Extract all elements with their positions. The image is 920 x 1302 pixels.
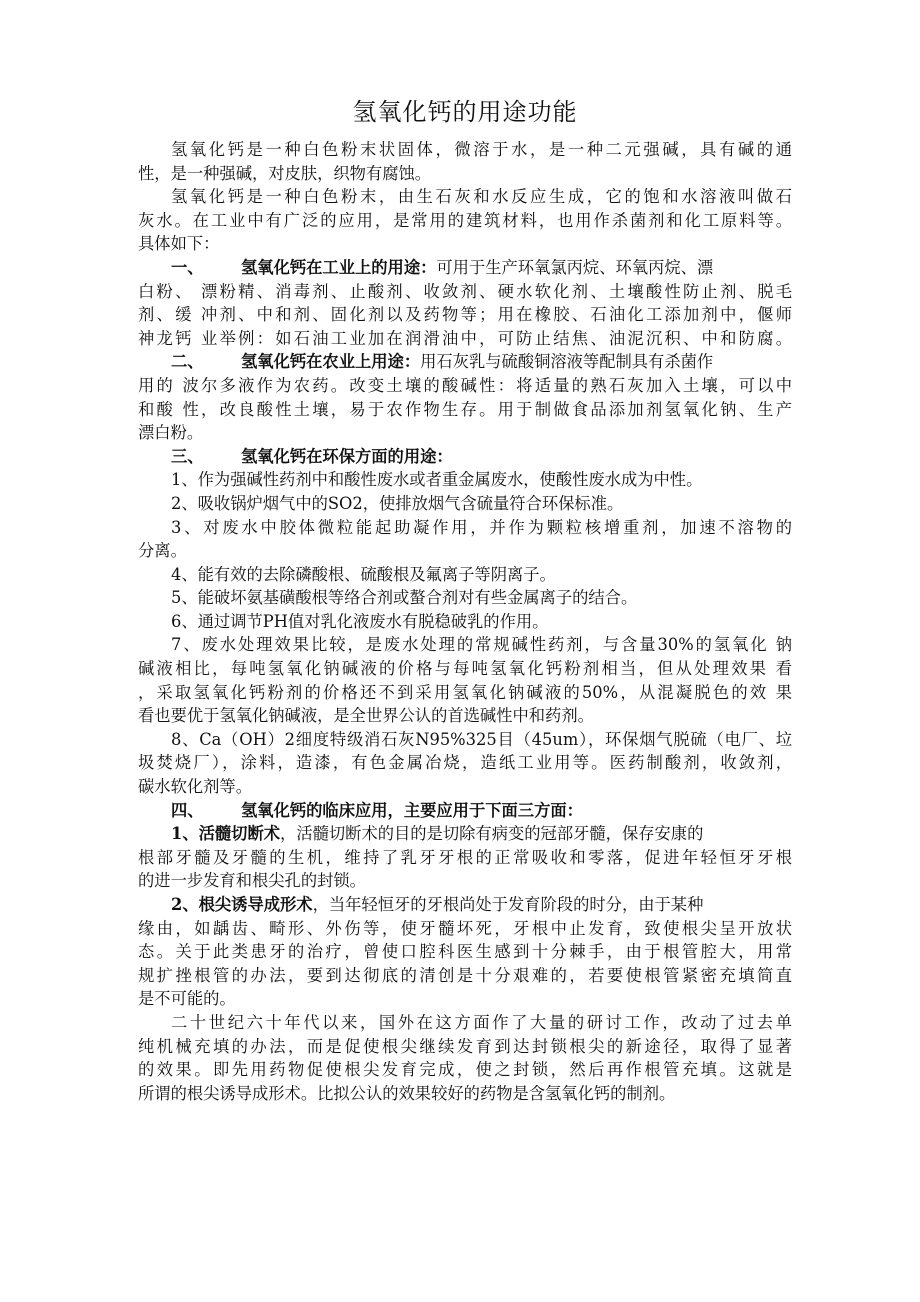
list-item: 8、Ca（OH）2细度特级消石灰N95%325目（45um），环保烟气脱硫（电厂、垃 (171, 729, 792, 749)
text-line: 氢氧化钙是一种白色粉末，由生石灰和水反应生成，它的饱和水溶液叫做石 (171, 187, 792, 207)
section-heading: 氢氧化钙在工业上的用途： (241, 257, 437, 277)
section-heading: 氢氧化钙在农业上用途： (241, 352, 421, 372)
text-line: 根部牙髓及牙髓的生机，维持了乳牙牙根的正常吸收和零落，促进年轻恒牙牙根 (138, 847, 792, 867)
list-item: 1、作为强碱性药剂中和酸性废水或者重金属废水，使酸性废水成为中性。 (171, 470, 703, 490)
text-line: 剂、缓 冲剂、中和剂、固化剂以及药物等；用在橡胶、石油化工添加剂中，偃师 (138, 305, 792, 325)
text-line: 性，是一种强碱，对皮肤，织物有腐蚀。 (138, 163, 432, 183)
list-item: 7、废水处理效果比较，是废水处理的常规碱性药剂，与含量30%的氢氧化 钠 (171, 635, 792, 655)
text-line: 碱液相比，每吨氢氧化钠碱液的价格与每吨氢氧化钙粉剂相当，但从处理效果 看 (138, 659, 792, 679)
text-line: 态。关于此类患牙的治疗，曾使口腔科医生感到十分棘手，由于根管腔大，用常 (138, 942, 792, 962)
list-item: 4、能有效的去除磷酸根、硫酸根及氟离子等阴离子。 (171, 564, 556, 584)
text-span: ，活髓切断术的目的是切除有病变的冠部牙髓，保存安康的 (280, 824, 704, 844)
text-line: 具体如下： (138, 234, 220, 254)
text-span: 用石灰乳与硫酸铜溶液等配制具有杀菌作 (420, 352, 714, 372)
text-line: 分离。 (138, 541, 187, 561)
text-line: 白粉、 漂粉精、消毒剂、止酸剂、收敛剂、硬水软化剂、土壤酸性防止剂、脱毛 (138, 281, 792, 301)
text-line: 所谓的根尖诱导成形术。比拟公认的效果较好的药物是含氢氧化钙的制剂。 (138, 1083, 676, 1103)
section-heading: 氢氧化钙的临床应用，主要应用于下面三方面： (241, 800, 583, 820)
section-agriculture (138, 350, 792, 444)
list-item: 6、通过调节PH值对乳化液废水有脱稳破乳的作用。 (171, 611, 549, 631)
section-heading: 氢氧化钙在环保方面的用途： (241, 446, 453, 466)
text-line: 漂白粉。 (138, 423, 204, 443)
text-line: 神龙钙 业举例：如石油工业加在润滑油中，可防止结焦、油泥沉积、中和防腐。 (138, 328, 792, 348)
list-item: 5、能破坏氨基磺酸根等络合剂或螯合剂对有些金属离子的结合。 (171, 588, 638, 608)
text-line: 圾焚烧厂），涂料，造漆，有色金属冶烧，造纸工业用等。医药制酸剂，收敛剂， (138, 753, 792, 773)
text-span: ，当年轻恒牙的牙根尚处于发育阶段的时分，由于某种 (312, 895, 704, 914)
text-line: 缘由，如龋齿、畸形、外伤等，使牙髓坏死，牙根中止发育，致使根尖呈开放状 (138, 918, 792, 938)
text-line: 和酸 性，改良酸性土壤，易于农作物生存。用于制做食品添加剂氢氧化钠、生产 (138, 399, 792, 419)
section-number: 一、 (171, 257, 204, 277)
subsection-heading: 1、活髓切断术 (171, 824, 281, 844)
section-number: 四、 (171, 800, 204, 820)
section-number: 三、 (171, 446, 204, 466)
section-number: 二、 (171, 352, 204, 372)
text-span: 可用于生产环氧氯丙烷、环氧丙烷、漂 (436, 257, 714, 277)
text-line: 用的 波尔多液作为农药。改变土壤的酸碱性：将适量的熟石灰加入土壤，可以中 (138, 375, 792, 395)
text-line: 纯机械充填的办法，而是促使根尖继续发育到达封锁根尖的新途径，取得了显著 (138, 1036, 792, 1056)
text-line: 看也要优于氢氧化钠碱液，是全世界公认的首选碱性中和药剂。 (138, 706, 594, 726)
text-line: 规扩挫根管的办法，要到达彻底的清创是十分艰难的，若要使根管紧密充填简直 (138, 965, 792, 985)
text-line: 的效果。即先用药物促使根尖发育完成，使之封锁，然后再作根管充填。这就是 (138, 1060, 792, 1080)
document-page (138, 92, 792, 1105)
text-line: 的进一步发育和根尖孔的封锁。 (138, 871, 366, 891)
text-line: ，采取氢氧化钙粉剂的价格还不到采用氢氧化钠碱液的50%，从混凝脱色的效 果 (138, 682, 792, 702)
page-title: 氢氧化钙的用途功能 (352, 98, 578, 126)
section-clinical (138, 799, 792, 1106)
intro-paragraph-1 (138, 138, 792, 185)
text-line: 二十世纪六十年代以来，国外在这方面作了大量的研讨工作，改动了过去单 (171, 1012, 792, 1032)
section-environment (138, 445, 792, 799)
section-industry (138, 256, 792, 350)
text-line: 氢氧化钙是一种白色粉末状固体，微溶于水，是一种二元强碱，具有碱的通 (171, 140, 792, 159)
intro-paragraph-2 (138, 185, 792, 256)
list-item: 2、吸收锅炉烟气中的SO2，使排放烟气含硫量符合环保标准。 (171, 493, 624, 513)
text-line: 灰水。在工业中有广泛的应用，是常用的建筑材料，也用作杀菌剂和化工原料等。 (138, 210, 792, 230)
list-item: 3、对废水中胶体微粒能起助凝作用，并作为颗粒核增重剂，加速不溶物的 (171, 517, 792, 537)
text-line: 是不可能的。 (138, 989, 236, 1009)
subsection-heading: 2、根尖诱导成形术 (171, 895, 313, 914)
text-line: 碳水软化剂等。 (138, 777, 252, 797)
